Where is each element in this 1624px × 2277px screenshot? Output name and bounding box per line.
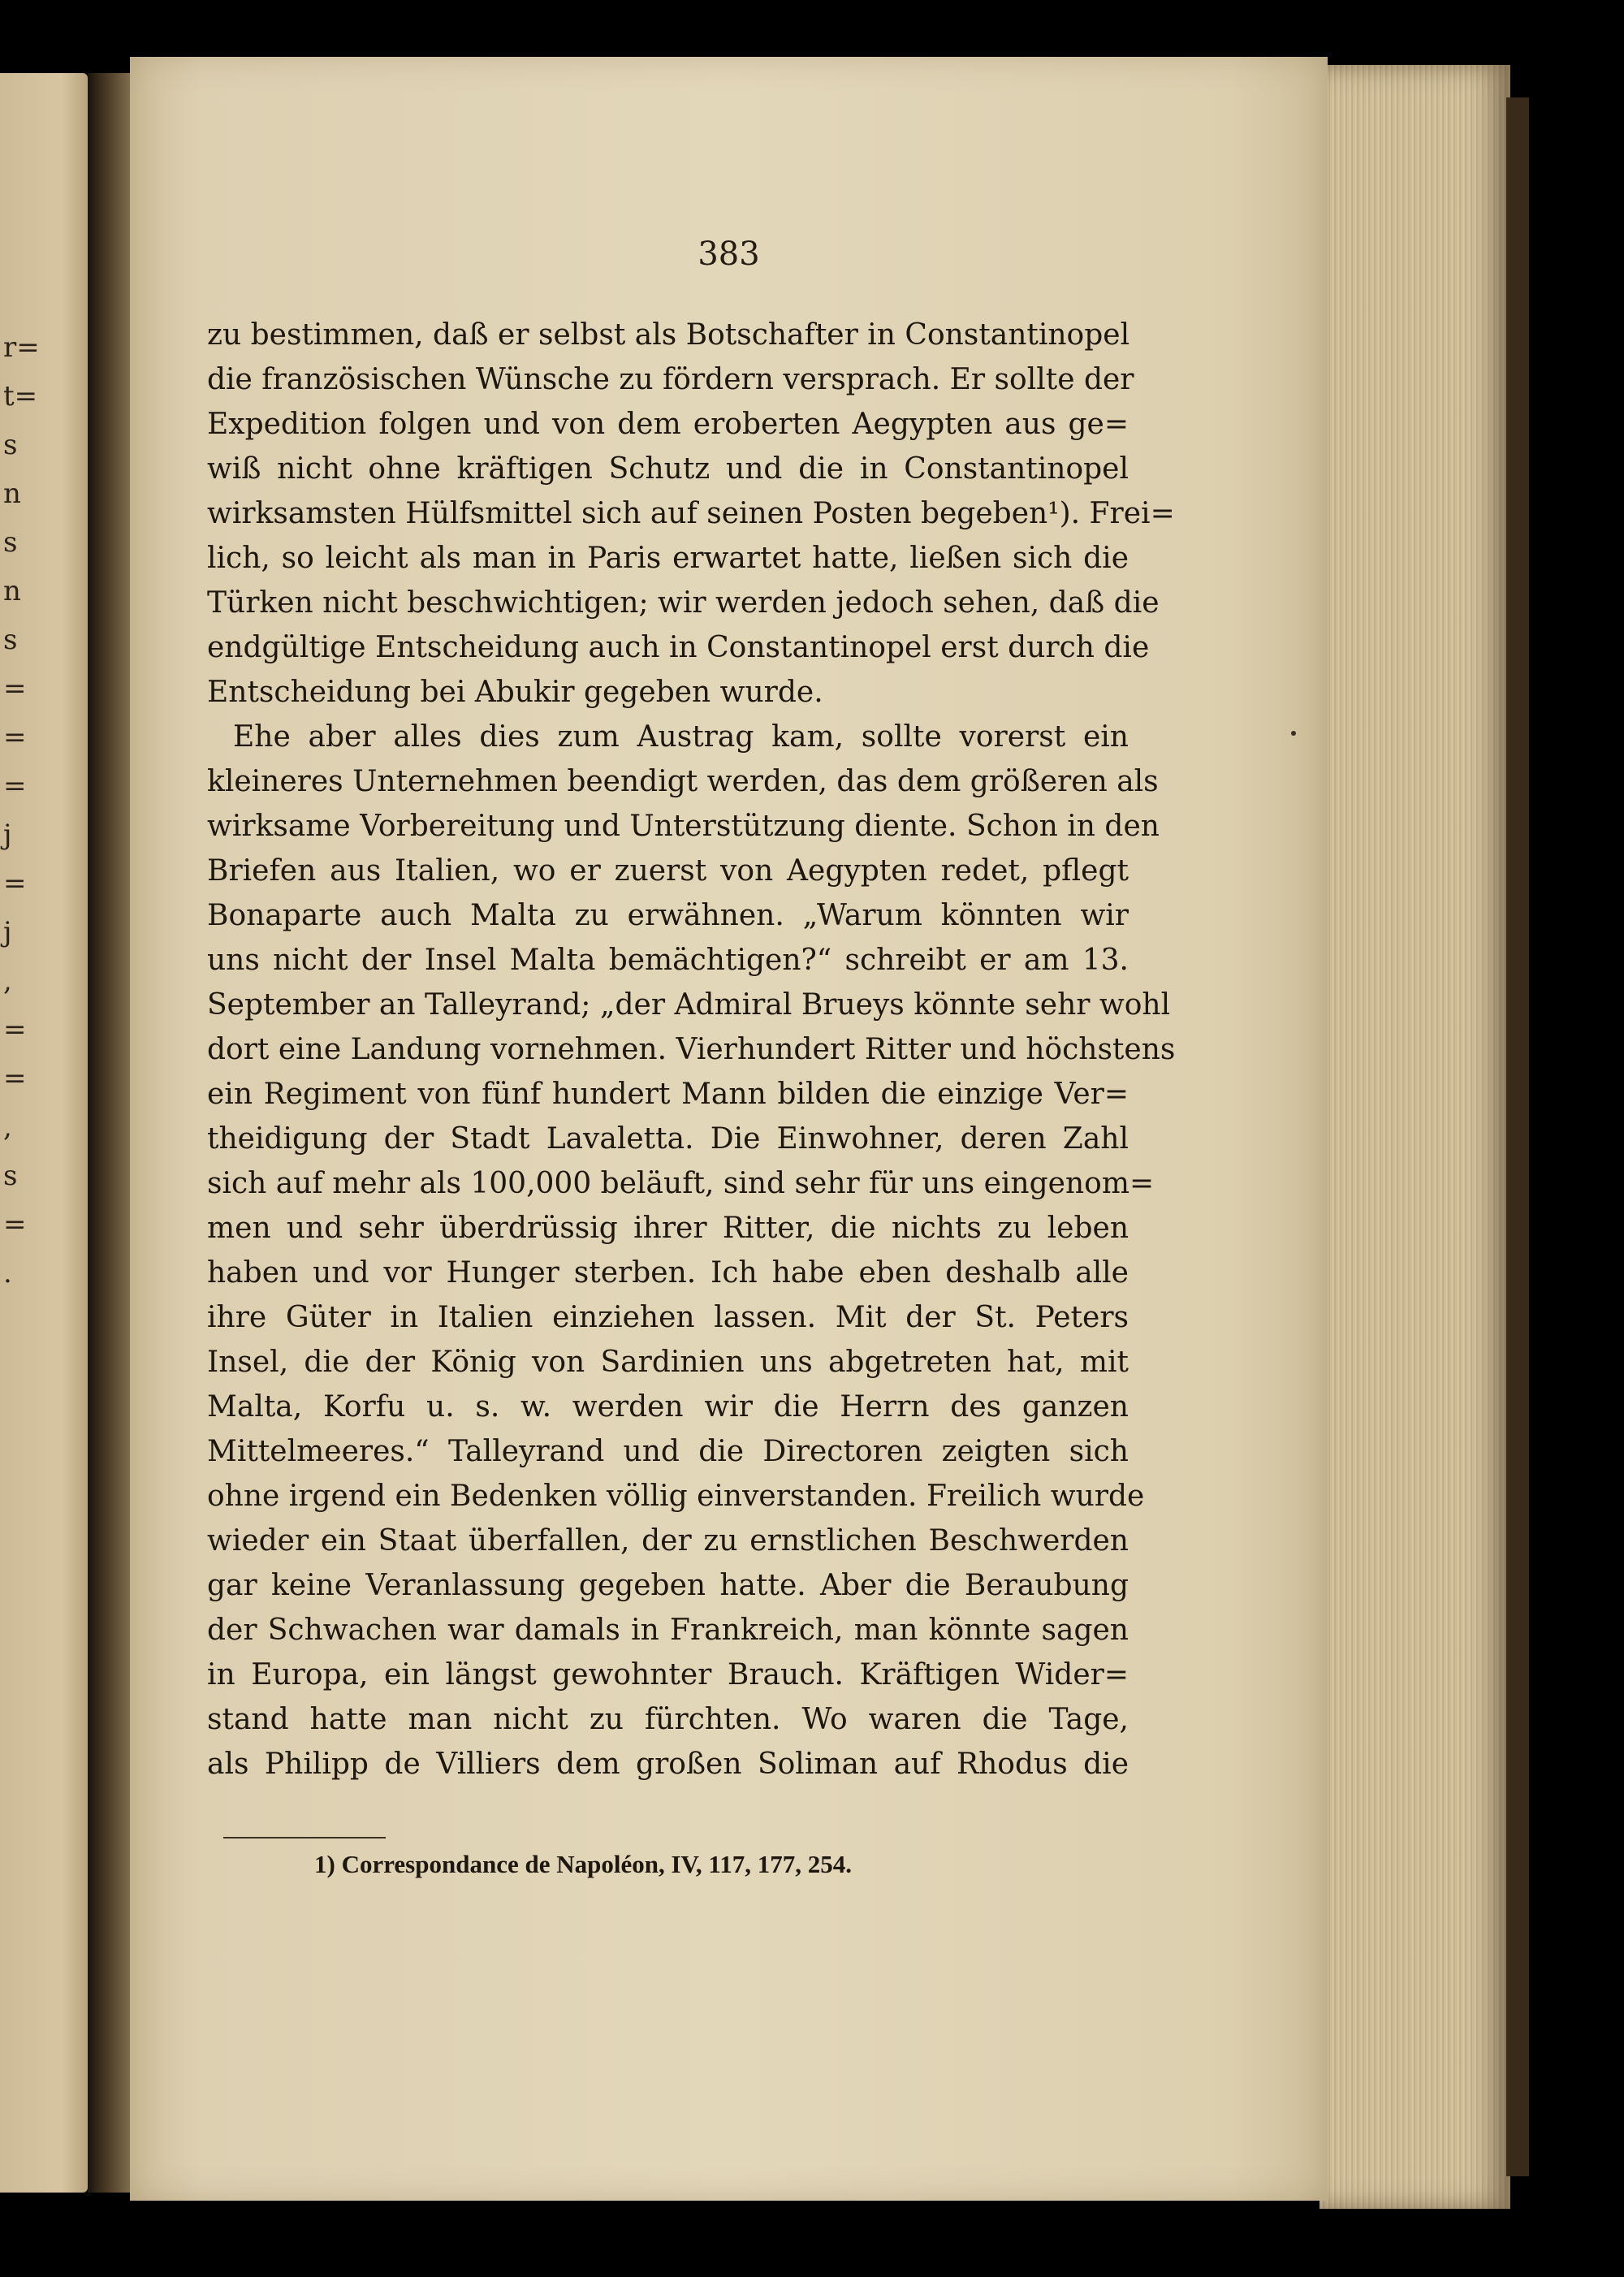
text-line: Türken nicht beschwichtigen; wir werden jedoch sehen, daß die [207,586,1160,620]
text-line: Mittelmeeres.“ Talleyrand und die Directoren zeigten sich [207,1435,1129,1468]
text-line: zu bestimmen, daß er selbst als Botschafter in Constantinopel [207,318,1130,352]
previous-page-fragment: . [3,1257,12,1290]
text-line: wirksame Vorbereitung und Unterstützung diente. Schon in den [207,810,1160,843]
text-line: in Europa, ein längst gewohnter Brauch. Kräftigen Wider= [207,1658,1129,1692]
text-line: ihre Güter in Italien einziehen lassen. Mit der St. Peters [207,1301,1129,1334]
text-line: die französischen Wünsche zu fördern versprach. Er sollte der [207,363,1134,396]
previous-page-fragment: = [3,672,27,705]
text-line: theidigung der Stadt Lavaletta. Die Einwohner, deren Zahl [207,1122,1129,1156]
text-line: haben und vor Hunger sterben. Ich habe eben deshalb alle [207,1256,1129,1290]
previous-page-edge [0,73,88,2193]
previous-page-fragment: , [3,965,12,997]
previous-page-fragment: = [3,867,27,900]
previous-page-fragment: = [3,1208,27,1241]
previous-page-fragment: = [3,770,27,802]
previous-page-fragment: s [3,429,18,461]
previous-page-fragment: n [3,575,21,607]
previous-page-fragment: , [3,1111,12,1143]
text-line: Ehe aber alles dies zum Austrag kam, sollte vorerst ein [233,720,1129,754]
book-gutter [88,73,135,2193]
previous-page-fragment: = [3,1013,27,1046]
text-line: uns nicht der Insel Malta bemächtigen?“ schreibt er am 13. [207,944,1129,977]
previous-page-fragment: s [3,1160,18,1192]
page-stack-edges [1320,65,1510,2209]
text-line: men und sehr überdrüssig ihrer Ritter, die nichts zu leben [207,1212,1129,1245]
text-line: der Schwachen war damals in Frankreich, man könnte sagen [207,1614,1129,1647]
text-line: wiß nicht ohne kräftigen Schutz und die in Constantinopel [207,452,1129,486]
text-line: stand hatte man nicht zu fürchten. Wo waren die Tage, [207,1703,1129,1736]
previous-page-fragment: t= [3,380,38,413]
text-line: Insel, die der König von Sardinien uns abgetreten hat, mit [207,1346,1129,1379]
text-line: Malta, Korfu u. s. w. werden wir die Herrn des ganzen [207,1390,1129,1424]
text-line: wirksamsten Hülfsmittel sich auf seinen Posten begeben¹). Frei= [207,497,1175,530]
previous-page-fragment: j [3,916,12,948]
text-line: dort eine Landung vornehmen. Vierhundert Ritter und höchstens [207,1033,1176,1066]
text-line: gar keine Veranlassung gegeben hatte. Aber die Beraubung [207,1569,1129,1602]
text-line: Bonaparte auch Malta zu erwähnen. „Warum könnten wir [207,899,1129,932]
previous-page-fragment: j [3,819,12,851]
text-line: September an Talleyrand; „der Admiral Brueys könnte sehr wohl [207,988,1171,1022]
text-line: als Philipp de Villiers dem großen Soliman auf Rhodus die [207,1748,1129,1781]
footnote-divider [223,1837,386,1838]
text-line: Entscheidung bei Abukir gegeben wurde. [207,676,823,709]
previous-page-fragment: s [3,526,18,559]
previous-page-fragment: = [3,721,27,754]
text-line: ohne irgend ein Bedenken völlig einverstanden. Freilich wurde [207,1480,1145,1513]
text-line: kleineres Unternehmen beendigt werden, das dem größeren als [207,765,1159,798]
previous-page-fragment: s [3,624,18,656]
previous-page-fragment: r= [3,331,40,364]
book-cover-edge [1506,97,1529,2176]
text-line: endgültige Entscheidung auch in Constantinopel erst durch die [207,631,1150,664]
previous-page-fragment: = [3,1062,27,1095]
text-line: Briefen aus Italien, wo er zuerst von Aegypten redet, pflegt [207,854,1129,888]
previous-page-fragment: n [3,477,21,510]
text-line: sich auf mehr als 100,000 beläuft, sind sehr für uns eingenom= [207,1167,1155,1200]
page-number: 383 [698,235,760,273]
body-text [207,313,1176,1787]
text-line: Expedition folgen und von dem eroberten Aegypten aus ge= [207,408,1129,441]
footnote: 1) Correspondance de Napoléon, IV, 117, 177, 254. [314,1850,852,1878]
text-line: ein Regiment von fünf hundert Mann bilden die einzige Ver= [207,1078,1129,1111]
ink-spot [1291,731,1296,736]
text-line: lich, so leicht als man in Paris erwartet hatte, ließen sich die [207,542,1129,575]
text-line: wieder ein Staat überfallen, der zu ernstlichen Beschwerden [207,1524,1129,1558]
